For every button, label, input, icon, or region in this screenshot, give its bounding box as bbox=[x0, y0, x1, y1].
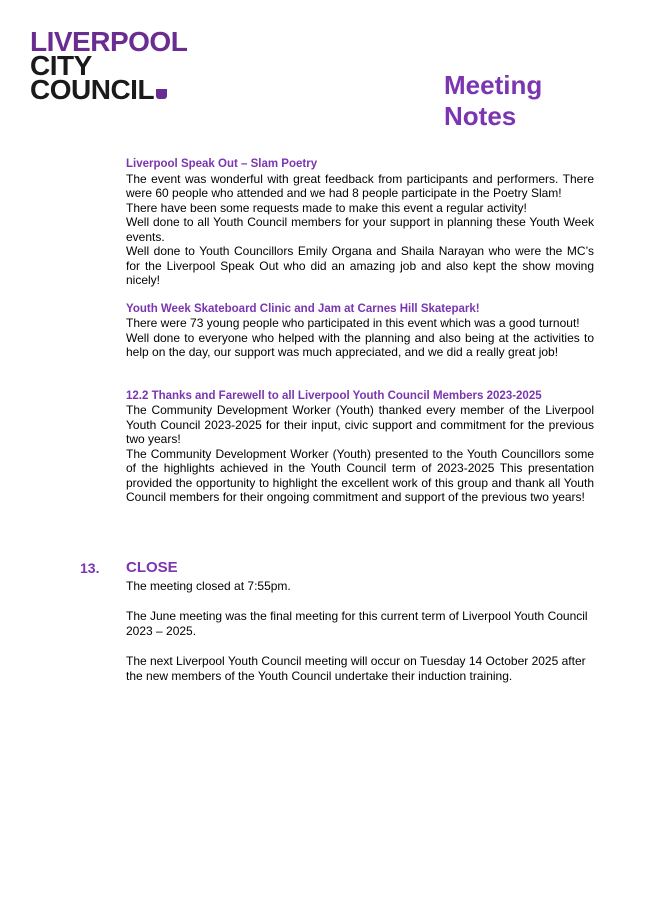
paragraph: The next Liverpool Youth Council meeting will occur on Tuesday 14 October 2025 after the new members of the Youth Council undertake their induction training. bbox=[126, 654, 586, 683]
paragraph: The event was wonderful with great feedback from participants and performers. There were 60 people who attended and we had 8 people participate in the Poetry Slam! bbox=[126, 171, 594, 200]
paragraph: The June meeting was the final meeting for this current term of Liverpool Youth Council 2023 – 2025. bbox=[126, 609, 588, 638]
paragraph: Well done to all Youth Council members for your support in planning these Youth Week events. bbox=[126, 215, 594, 244]
section-skateboard-clinic bbox=[126, 302, 594, 360]
document-title bbox=[444, 70, 542, 132]
logo-line-1: LIVERPOOL bbox=[30, 26, 188, 57]
paragraph: The Community Development Worker (Youth) thanked every member of the Liverpool Youth Council 2023-2025 for their input, civic support and commitment for the previous two years! bbox=[126, 403, 594, 446]
logo-line-3-text: COUNCIL bbox=[30, 74, 155, 105]
section-13-body bbox=[126, 579, 594, 699]
section-13-number: 13. bbox=[80, 560, 100, 576]
section-heading: 12.2 Thanks and Farewell to all Liverpool Youth Council Members 2023-2025 bbox=[126, 389, 542, 402]
paragraph: The meeting closed at 7:55pm. bbox=[126, 579, 291, 593]
logo-line-3 bbox=[30, 74, 187, 105]
section-thanks-farewell bbox=[126, 389, 594, 505]
main-content bbox=[126, 157, 594, 505]
logo-mark-icon bbox=[156, 89, 167, 99]
paragraph: There have been some requests made to make this event a regular activity! bbox=[126, 200, 527, 215]
paragraph: The Community Development Worker (Youth) presented to the Youth Councillors some of the highlights achieved in the Youth Council term of 2023-2025 This presentation provided the opportunity to highlight the excellent work of this group and thank all Youth Council members for their ongoing commitment and support of the previous two years! bbox=[126, 446, 594, 504]
council-logo bbox=[30, 26, 188, 105]
section-slam-poetry bbox=[126, 157, 594, 288]
paragraph: Well done to Youth Councillors Emily Organa and Shaila Narayan who were the MC’s for the Liverpool Speak Out who did an amazing job and also kept the show moving nicely! bbox=[126, 244, 594, 287]
section-13-title: CLOSE bbox=[126, 559, 178, 576]
document-title-line-2: Notes bbox=[444, 101, 517, 131]
paragraph: Well done to everyone who helped with the planning and also being at the activities to help on the day, our support was much appreciated, and we did a really great job! bbox=[126, 330, 594, 359]
paragraph: There were 73 young people who participated in this event which was a good turnout! bbox=[126, 316, 580, 330]
section-heading: Youth Week Skateboard Clinic and Jam at Carnes Hill Skatepark! bbox=[126, 302, 480, 315]
section-heading: Liverpool Speak Out – Slam Poetry bbox=[126, 158, 318, 170]
logo-line-2: CITY bbox=[30, 50, 92, 81]
document-title-line-1: Meeting bbox=[444, 70, 543, 100]
